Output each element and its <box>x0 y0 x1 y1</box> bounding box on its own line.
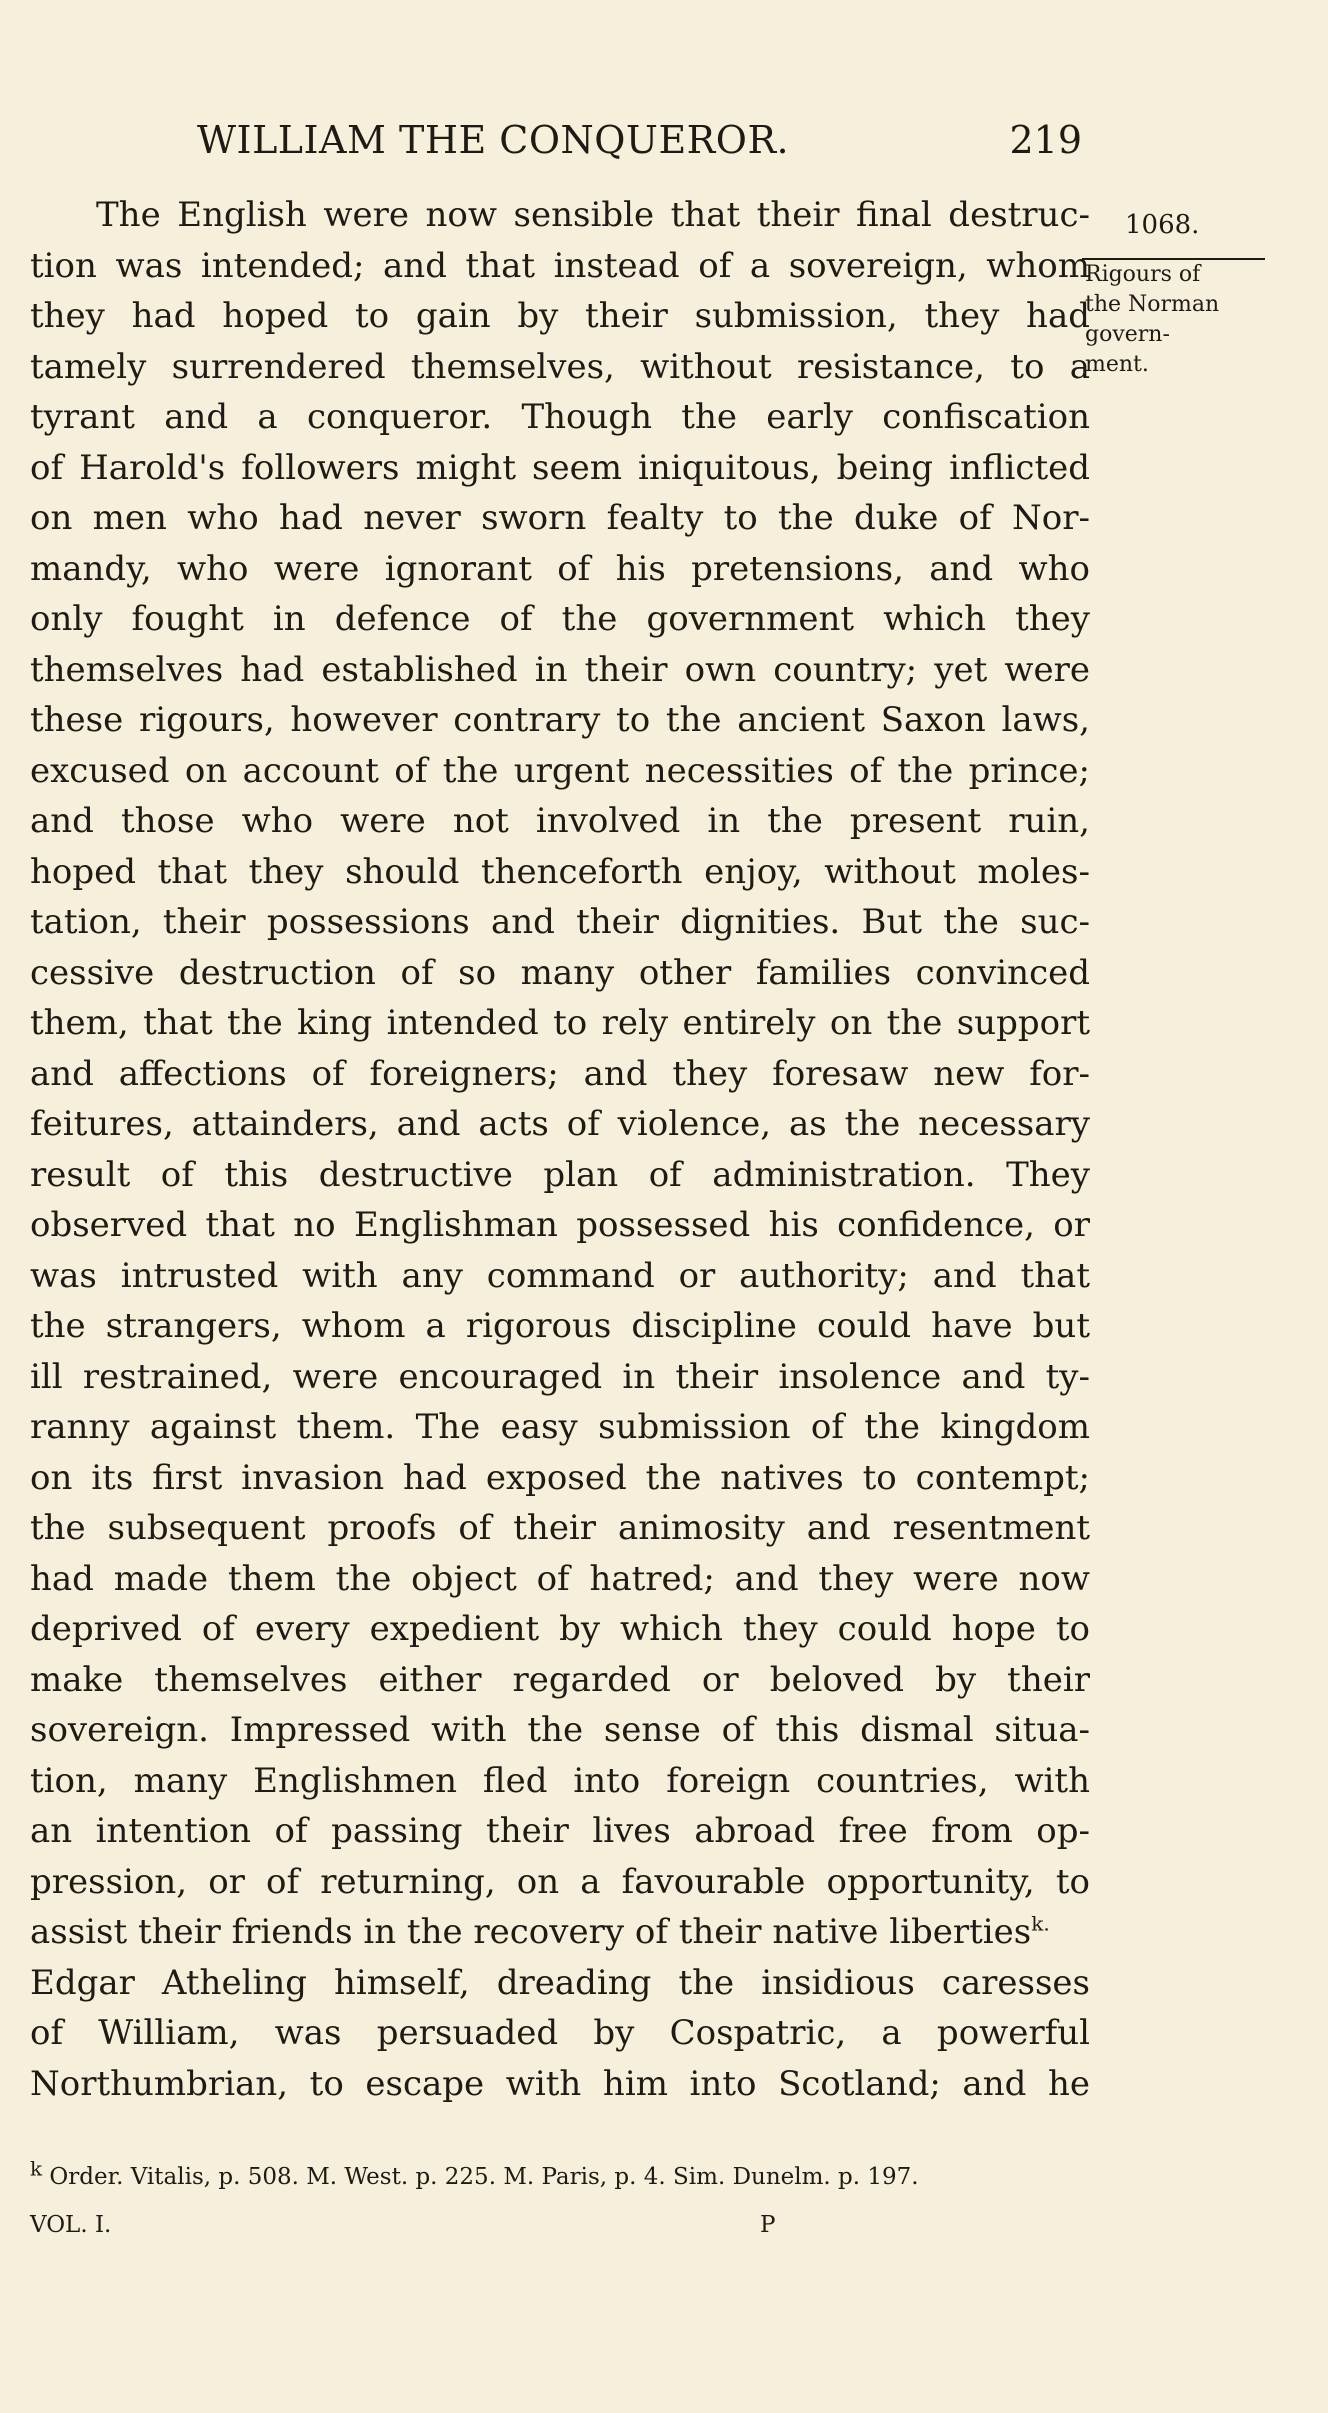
text-line: mandy, who were ignorant of his pretensions, and who <box>30 548 1090 589</box>
margin-note-line: govern- <box>1085 322 1170 347</box>
page-number: 219 <box>1009 118 1082 162</box>
text-line-with-footnote <box>30 1907 1090 1958</box>
text-line: they had hoped to gain by their submission, they had <box>30 296 1090 336</box>
footnote-reference: k. <box>1031 1911 1050 1936</box>
running-head <box>197 118 1082 178</box>
text-line: tyrant and a conqueror. Though the early confiscation <box>30 397 1090 437</box>
text-line: tation, their possessions and their dignities. But the suc- <box>30 902 1090 942</box>
text-line: tion was intended; and that instead of a sovereign, whom <box>30 245 1090 286</box>
text-line: ranny against them. The easy submission of the kingdom <box>30 1407 1090 1447</box>
text-line: of Harold's followers might seem iniquitous, being inflicted <box>30 447 1090 488</box>
text-line: tamely surrendered themselves, without resistance, to a <box>30 346 1090 387</box>
text-line: was intrusted with any command or authority; and that <box>30 1255 1090 1296</box>
text-line: of William, was persuaded by Cospatric, a powerful <box>30 2013 1090 2053</box>
text-line: only fought in defence of the government which they <box>30 599 1090 639</box>
footnote-marker: k <box>30 2156 43 2181</box>
text-line: pression, or of returning, on a favourable opportunity, to <box>30 1861 1090 1902</box>
text-line: Edgar Atheling himself, dreading the insidious caresses <box>30 1962 1090 2003</box>
margin-note <box>1085 260 1245 380</box>
text-line: The English were now sensible that their final destruc- <box>96 195 1090 235</box>
text-line: excused on account of the urgent necessities of the prince; <box>30 750 1090 791</box>
footer-signature: P <box>760 2212 776 2238</box>
text-line: deprived of every expedient by which they could hope to <box>30 1609 1090 1649</box>
text-line: on men who had never sworn fealty to the duke of Nor- <box>30 498 1090 538</box>
text-line-content: assist their friends in the recovery of their native liberties <box>30 1912 1032 1952</box>
body-text <box>30 190 1090 2109</box>
text-line: them, that the king intended to rely entirely on the support <box>30 1003 1090 1043</box>
margin-note-line: the Norman <box>1085 292 1220 317</box>
footer-volume: VOL. I. <box>30 2212 112 2238</box>
text-line: on its first invasion had exposed the natives to contempt; <box>30 1457 1090 1498</box>
text-line: hoped that they should thenceforth enjoy, without moles- <box>30 851 1090 892</box>
text-line: ill restrained, were encouraged in their insolence and ty- <box>30 1356 1090 1397</box>
margin-note-line: ment. <box>1085 352 1149 377</box>
text-line: these rigours, however contrary to the ancient Saxon laws, <box>30 700 1090 740</box>
footnote-text: Order. Vitalis, p. 508. M. West. p. 225. M. Paris, p. 4. Sim. Dunelm. p. 197. <box>42 2164 919 2190</box>
margin-year: 1068. <box>1125 210 1200 240</box>
text-line: had made them the object of hatred; and they were now <box>30 1558 1090 1599</box>
margin-note-line: Rigours of <box>1085 262 1201 287</box>
running-title: WILLIAM THE CONQUEROR. <box>197 118 790 162</box>
text-line: and affections of foreigners; and they foresaw new for- <box>30 1053 1090 1094</box>
text-line: cessive destruction of so many other families convinced <box>30 952 1090 993</box>
text-line: themselves had established in their own country; yet were <box>30 649 1090 690</box>
text-line: make themselves either regarded or beloved by their <box>30 1659 1090 1700</box>
text-line: observed that no Englishman possessed his confidence, or <box>30 1205 1090 1245</box>
text-line: tion, many Englishmen fled into foreign countries, with <box>30 1760 1090 1801</box>
text-line: the subsequent proofs of their animosity and resentment <box>30 1508 1090 1548</box>
footnote <box>30 2156 919 2190</box>
text-line: result of this destructive plan of administration. They <box>30 1154 1090 1195</box>
text-line: the strangers, whom a rigorous discipline could have but <box>30 1306 1090 1346</box>
text-line: an intention of passing their lives abroad free from op- <box>30 1811 1090 1851</box>
text-line: feitures, attainders, and acts of violence, as the necessary <box>30 1104 1090 1144</box>
text-line: Northumbrian, to escape with him into Scotland; and he <box>30 2063 1090 2104</box>
text-line: sovereign. Impressed with the sense of this dismal situa- <box>30 1710 1090 1750</box>
text-line: and those who were not involved in the present ruin, <box>30 801 1090 841</box>
